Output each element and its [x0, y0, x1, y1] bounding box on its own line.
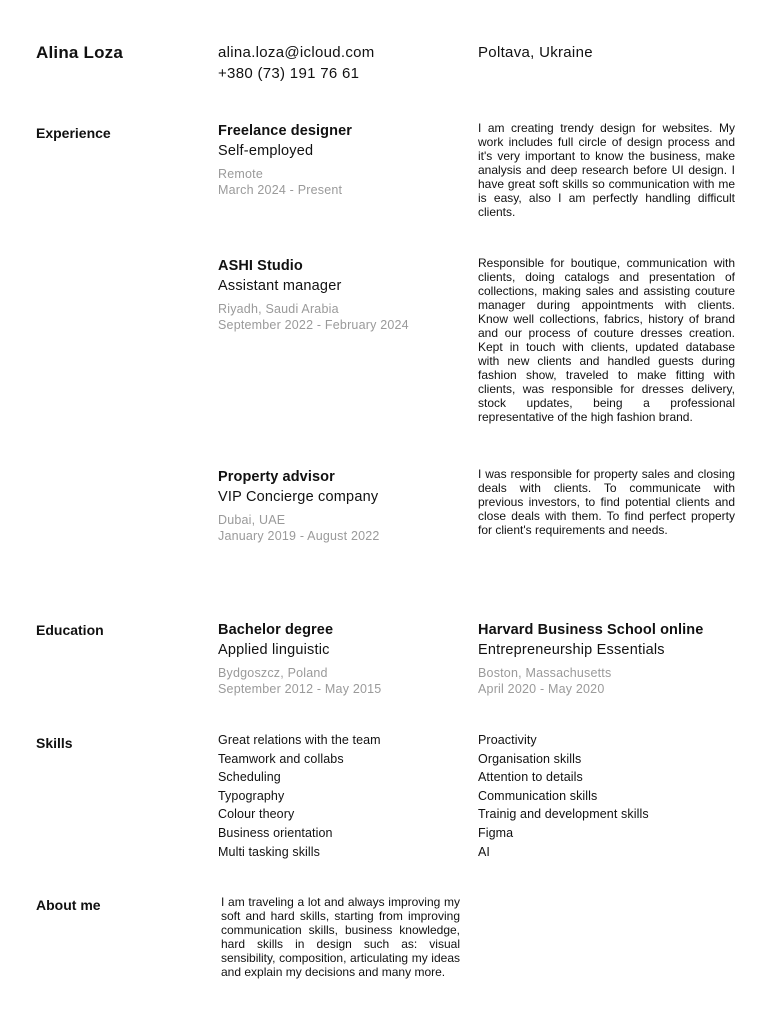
education-location: Bydgoszcz, Poland [218, 666, 328, 680]
skill-item: Proactivity [478, 733, 537, 747]
phone-text: +380 (73) 191 76 61 [218, 65, 360, 82]
job-dates: September 2022 - February 2024 [218, 317, 409, 332]
skills-list-right [478, 731, 649, 861]
skills-list-left [218, 731, 381, 861]
skill-item: Colour theory [218, 807, 295, 822]
candidate-name: Alina Loza [36, 43, 124, 62]
job-description: I am creating trendy design for websites. My work includes full circle of design process and it's very important to know the business, make analysis and deep research before UI design. I have great soft skills so communication with me is easy, also I am perfectly handling difficult clients. [478, 121, 735, 219]
job-location: Dubai, UAE [218, 513, 286, 527]
job-description: Responsible for boutique, communication with clients, doing catalogs and presentation of collections, making sales and assisting couture manager during appointments with clients. Know well collections, fabrics, history of brand and our process of couture dresses creation. Kept in touch with clients, updated database with new clients and handled guests during fashion show, traveled to make fitting with clients, was responsible for dresses delivery, stock updates, being a professional representative of the high fashion brand. [478, 256, 735, 424]
experience-section-title: Experience [36, 125, 111, 141]
job-location: Riyadh, Saudi Arabia [218, 302, 339, 316]
skill-item: Organisation skills [478, 751, 582, 766]
job-description: I was responsible for property sales and closing deals with clients. To communicate with previous investors, to find potential clients and close deals with them. To find perfect property for client's requirements and needs. [478, 467, 735, 537]
education-meta [478, 666, 748, 697]
job-company: VIP Concierge company [218, 489, 379, 505]
education-dates: September 2012 - May 2015 [218, 681, 382, 696]
education-entry [478, 622, 748, 697]
skill-item: Scheduling [218, 770, 281, 785]
skill-item: Attention to details [478, 770, 583, 785]
education-subtitle: Entrepreneurship Essentials [478, 642, 665, 658]
job-entry [218, 123, 458, 198]
skill-item: Great relations with the team [218, 733, 381, 747]
job-meta [218, 167, 458, 198]
skill-item: Multi tasking skills [218, 844, 321, 859]
email-text: alina.loza@icloud.com [218, 44, 375, 61]
skill-item: Figma [478, 825, 514, 840]
education-subtitle: Applied linguistic [218, 642, 330, 658]
job-entry [218, 258, 458, 333]
contact-block [218, 42, 375, 84]
job-dates: March 2024 - Present [218, 182, 343, 197]
skill-item: Business orientation [218, 825, 333, 840]
job-title: ASHI Studio [218, 258, 303, 274]
skill-item: Trainig and development skills [478, 807, 649, 822]
about-section-title: About me [36, 897, 101, 913]
job-title: Freelance designer [218, 123, 352, 139]
skill-item: Teamwork and collabs [218, 751, 344, 766]
job-title: Property advisor [218, 469, 335, 485]
location-text: Poltava, Ukraine [478, 44, 593, 61]
job-meta [218, 302, 458, 333]
job-company: Assistant manager [218, 278, 342, 294]
skill-item: Typography [218, 788, 285, 803]
skill-item: AI [478, 844, 491, 859]
education-dates: April 2020 - May 2020 [478, 681, 605, 696]
skills-section-title: Skills [36, 735, 73, 751]
about-text: I am traveling a lot and always improving my soft and hard skills, starting from improving communication skills, business knowledge, hard skills in design such as: visual sensibility, composition, articulating my ideas and explain my decisions and many more. [221, 895, 460, 979]
skill-item: Communication skills [478, 788, 598, 803]
job-dates: January 2019 - August 2022 [218, 528, 380, 543]
education-meta [218, 666, 458, 697]
education-location: Boston, Massachusetts [478, 666, 612, 680]
education-entry [218, 622, 458, 697]
job-entry [218, 469, 458, 544]
job-meta [218, 513, 458, 544]
job-location: Remote [218, 167, 263, 181]
education-title: Harvard Business School online [478, 622, 704, 638]
job-company: Self-employed [218, 143, 314, 159]
education-title: Bachelor degree [218, 622, 334, 638]
education-section-title: Education [36, 622, 104, 638]
